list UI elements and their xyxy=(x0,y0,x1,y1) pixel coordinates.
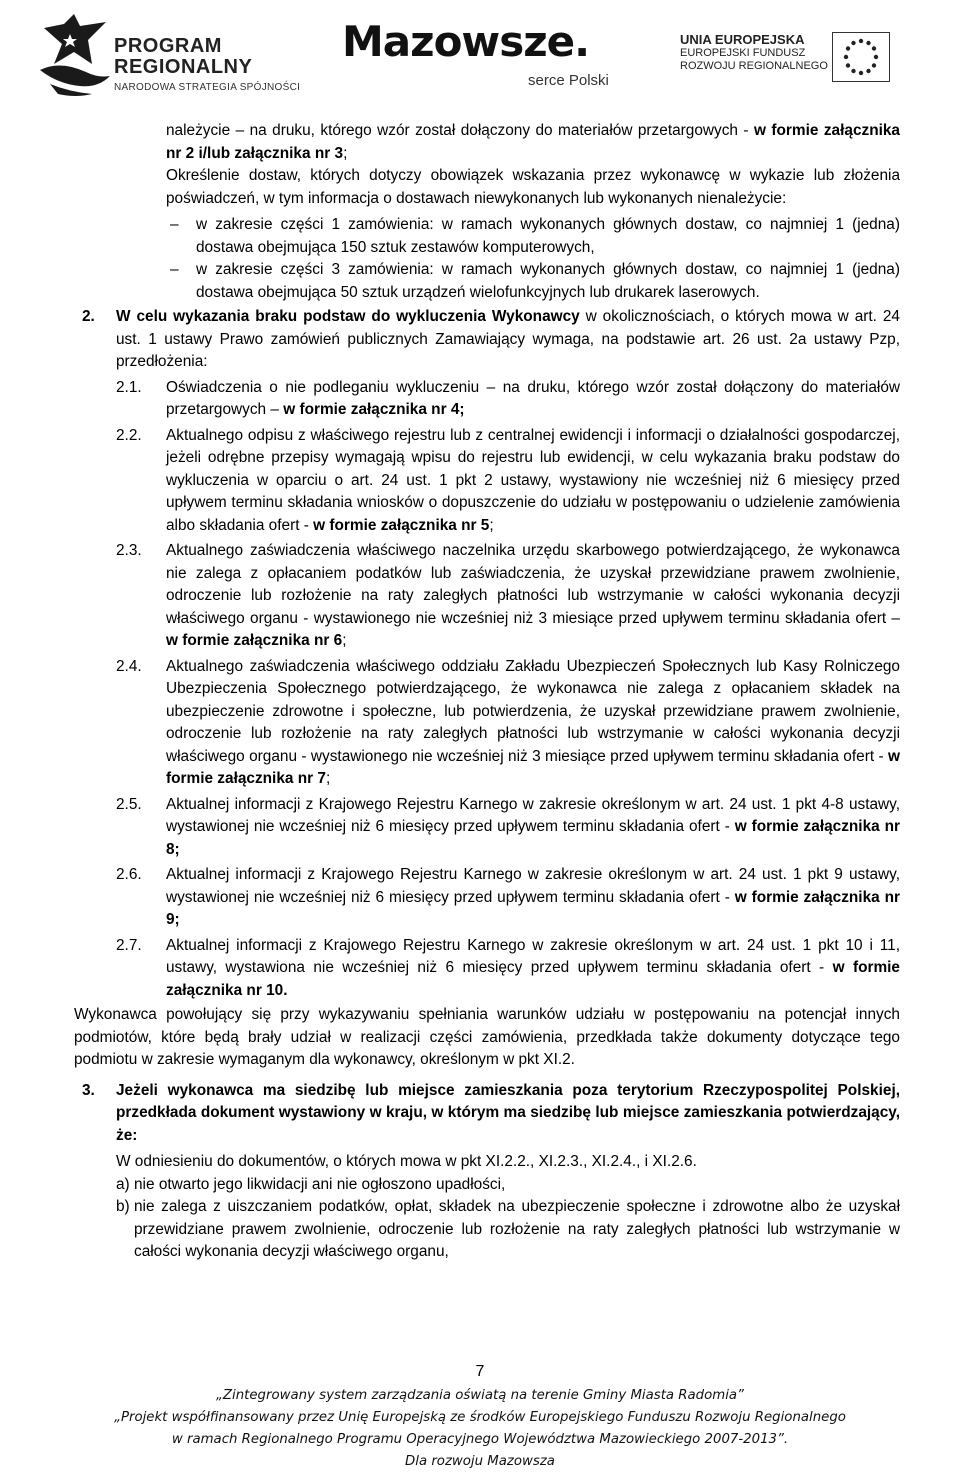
program-logo-line3: NARODOWA STRATEGIA SPÓJNOŚCI xyxy=(114,82,301,93)
list-item-b xyxy=(74,1196,900,1264)
sub-items-list xyxy=(74,377,900,1003)
section-3 xyxy=(74,1080,900,1148)
paragraph-okreslenie: Określenie dostaw, których dotyczy obowiązek wskazania przez wykonawcę w wykazie lub złożenia poświadczeń, w tym informacja o dostawach niewykonanych lub wykonanych nienależycie: xyxy=(166,167,900,207)
list-item-a xyxy=(74,1174,900,1197)
dash-item-part1 xyxy=(74,214,900,259)
sub-item-bold: w formie załącznika nr 9; xyxy=(166,888,900,928)
dash-item-text: w zakresie części 1 zamówienia: w ramach wykonanych głównych dostaw, co najmniej 1 (jedna) dostawa obejmująca 150 sztuk zestawów komputerowych, xyxy=(196,216,900,256)
list-item-text: nie zalega z uiszczaniem podatków, opłat, składek na ubezpieczenie społeczne i zdrowotne albo że uzyskał przewidziane prawem zwolnienie, odroczenie lub rozłożenie na raty zaległych płatności lub wstrzymanie w całości wykonania decyzji właściwego organu, xyxy=(134,1198,900,1260)
list-item-text: nie otwarto jego likwidacji ani nie ogłoszono upadłości, xyxy=(134,1175,506,1193)
mazowsze-logo-word: Mazowsze. xyxy=(342,17,590,66)
sub-item-number: 2.2. xyxy=(116,426,142,444)
eu-logo-line2: EUROPEJSKI FUNDUSZ xyxy=(680,47,806,59)
sub-item-text: Aktualnego odpisu z właściwego rejestru lub z centralnej ewidencji i informacji o działalności gospodarczej, jeżeli odrębne przepisy wymagają wpisu do rejestru lub ewidencji, w celu wykazania braku podstaw do wykluczenia w oparciu o art. 24 ust. 1 pkt 2 ustawy, wystawiony nie wcześniej niż 6 miesięcy przed upływem terminu składania wniosków o dopuszczenie do udziału w postępowaniu o udzielenie zamówienia albo składania ofert - xyxy=(166,426,900,534)
sub-item-text: Oświadczenia o nie podleganiu wykluczeniu – na druku, którego wzór został dołączony do materiałów przetargowych – xyxy=(166,378,900,418)
program-regionalny-logo xyxy=(40,14,310,98)
section-number: 2. xyxy=(82,308,95,325)
eu-logo-line3: ROZWOJU REGIONALNEGO xyxy=(680,60,828,72)
sub-item-text: Aktualnego zaświadczenia właściwego oddziału Zakładu Ubezpieczeń Społecznych lub Kasy Rolniczego Ubezpieczenia Społecznego potwierdzającego, że wykonawca nie zalega z opłacaniem składek na ubezpieczenie zdrowotne i społeczne, lub potwierdzenia, że uzyskał przewidziane prawem zwolnienie, odroczenie lub rozłożenie na raty zaległych płatności lub wstrzymanie w całości wykonania decyzji właściwego organu - wystawionego nie wcześniej niż 3 miesiące przed upływem terminu składania ofert - xyxy=(166,657,900,765)
dash-symbol: – xyxy=(170,261,179,278)
sub-item-number: 2.7. xyxy=(116,936,142,954)
section-2 xyxy=(74,306,900,374)
section-number: 3. xyxy=(82,1081,95,1099)
section-text: w okolicznościach, o których mowa w art. 24 ust. 1 ustawy Prawo zamówień publicznych Zamawiający wymaga, na podstawie art. 26 ust. 2a ustawy Pzp, przedłożenia: xyxy=(116,308,900,370)
paragraph-naleycie xyxy=(74,120,900,165)
sub-item-number: 2.1. xyxy=(116,378,142,396)
section-heading: W celu wykazania braku podstaw do wykluczenia Wykonawcy xyxy=(116,308,580,325)
sub-item-number: 2.6. xyxy=(116,866,142,883)
sub-item-text: Aktualnej informacji z Krajowego Rejestru Karnego w zakresie określonym w art. 24 ust. 1 pkt 9 ustawy, wystawionej nie wcześniej niż 6 miesięcy przed upływem terminu składania ofert - xyxy=(166,866,900,906)
bold-text: w formie załącznika nr 2 i/lub załącznika nr 3 xyxy=(166,122,900,162)
sub-item xyxy=(74,540,900,653)
eu-logo-line1: UNIA EUROPEJSKA xyxy=(680,32,805,47)
sub-item-bold: w formie załącznika nr 5 xyxy=(313,516,490,534)
paragraph-end: ; xyxy=(343,144,348,162)
sub-item-number: 2.4. xyxy=(116,657,142,675)
sub-item-bold: w formie załącznika nr 10. xyxy=(166,959,900,999)
list-marker: b) xyxy=(116,1198,130,1215)
page-header xyxy=(0,0,960,110)
sub-item-end: ; xyxy=(325,770,331,787)
sub-item-number: 2.3. xyxy=(116,542,142,559)
program-logo-line1: PROGRAM xyxy=(114,35,222,57)
eu-flag-icon xyxy=(832,32,890,82)
sub-item xyxy=(74,377,900,422)
mazowsze-logo-subtitle: serce Polski xyxy=(528,72,609,89)
sub-item-text: Aktualnej informacji z Krajowego Rejestru Karnego w zakresie określonym w art. 24 ust. 1 pkt 10 i 11, ustawy, wystawiona nie wcześniej niż 6 miesięcy przed upływem terminu składania ofert - xyxy=(166,936,900,976)
document-body xyxy=(74,120,900,1264)
sub-item xyxy=(74,935,900,1003)
footer-line4: Dla rozwoju Mazowsza xyxy=(405,1454,555,1469)
dash-symbol: – xyxy=(170,216,179,233)
footer-line3: w ramach Regionalnego Programu Operacyjnego Województwa Mazowieckiego 2007-2013”. xyxy=(171,1432,789,1447)
eu-logo xyxy=(680,32,940,92)
sub-item xyxy=(74,794,900,862)
section-heading: Jeżeli wykonawca ma siedzibę lub miejsce zamieszkania poza terytorium Rzeczypospolitej Polskiej, przedkłada dokument wystawiony w kraju, w którym ma siedzibę lub miejsce zamieszkania potwierdzający, że: xyxy=(116,1081,900,1144)
sub-item-end: ; xyxy=(489,516,494,534)
sub-item xyxy=(74,425,900,538)
footer-line2: „Projekt współfinansowany przez Unię Europejską ze środków Europejskiego Funduszu Rozwoju Regionalnego xyxy=(114,1410,846,1425)
sub-item-bold: w formie załącznika nr 4; xyxy=(283,401,465,418)
program-logo-line2: REGIONALNY xyxy=(114,56,253,78)
sub-item xyxy=(74,864,900,932)
paragraph-wykonawca: Wykonawca powołujący się przy wykazywaniu spełniania warunków udziału w postępowaniu na potencjał innych podmiotów, które będą brały udział w realizacji części zamówienia, przedkłada także dokumenty dotyczące tego podmiotu w zakresie wymaganym dla wykonawcy, określonym w pkt XI.2. xyxy=(74,1006,900,1068)
dash-item-part3 xyxy=(74,259,900,304)
sub-item-end: ; xyxy=(342,632,347,649)
page-number: 7 xyxy=(475,1363,485,1380)
footer-line1: „Zintegrowany system zarządzania oświatą na terenie Gminy Miasta Radomia” xyxy=(216,1388,744,1403)
sub-item-text: Aktualnego zaświadczenia właściwego naczelnika urzędu skarbowego potwierdzającego, że wykonawca nie zalega z opłacaniem podatków lub zaświadczenia, że uzyskał przewidziane prawem zwolnienie, odroczenie lub rozłożenie na raty zaległych płatności lub wstrzymanie w całości wykonania decyzji właściwego organu - wystawionego nie wcześniej niż 3 miesiące przed upływem terminu składania ofert – xyxy=(166,542,900,627)
sub-item-number: 2.5. xyxy=(116,795,142,813)
paragraph-text: należycie – na druku, którego wzór został dołączony do materiałów przetargowych - xyxy=(166,122,754,139)
list-marker: a) xyxy=(116,1175,130,1193)
mazowsze-logo xyxy=(342,17,622,100)
sub-item-bold: w formie załącznika nr 7 xyxy=(166,747,900,787)
section-3-text: W odniesieniu do dokumentów, o których mowa w pkt XI.2.2., XI.2.3., XI.2.4., i XI.2.6. xyxy=(116,1153,697,1170)
dash-item-text: w zakresie części 3 zamówienia: w ramach wykonanych głównych dostaw, co najmniej 1 (jedna) dostawa obejmująca 50 sztuk urządzeń wielofunkcyjnych lub drukarek laserowych. xyxy=(196,261,900,301)
sub-item-text: Aktualnej informacji z Krajowego Rejestru Karnego w zakresie określonym w art. 24 ust. 1 pkt 4-8 ustawy, wystawionej nie wcześniej niż 6 miesięcy przed upływem terminu składania ofert - xyxy=(166,795,900,835)
page-footer xyxy=(0,1385,960,1473)
sub-item-bold: w formie załącznika nr 8; xyxy=(166,818,900,858)
sub-item xyxy=(74,656,900,791)
sub-item-bold: w formie załącznika nr 6 xyxy=(166,632,343,649)
